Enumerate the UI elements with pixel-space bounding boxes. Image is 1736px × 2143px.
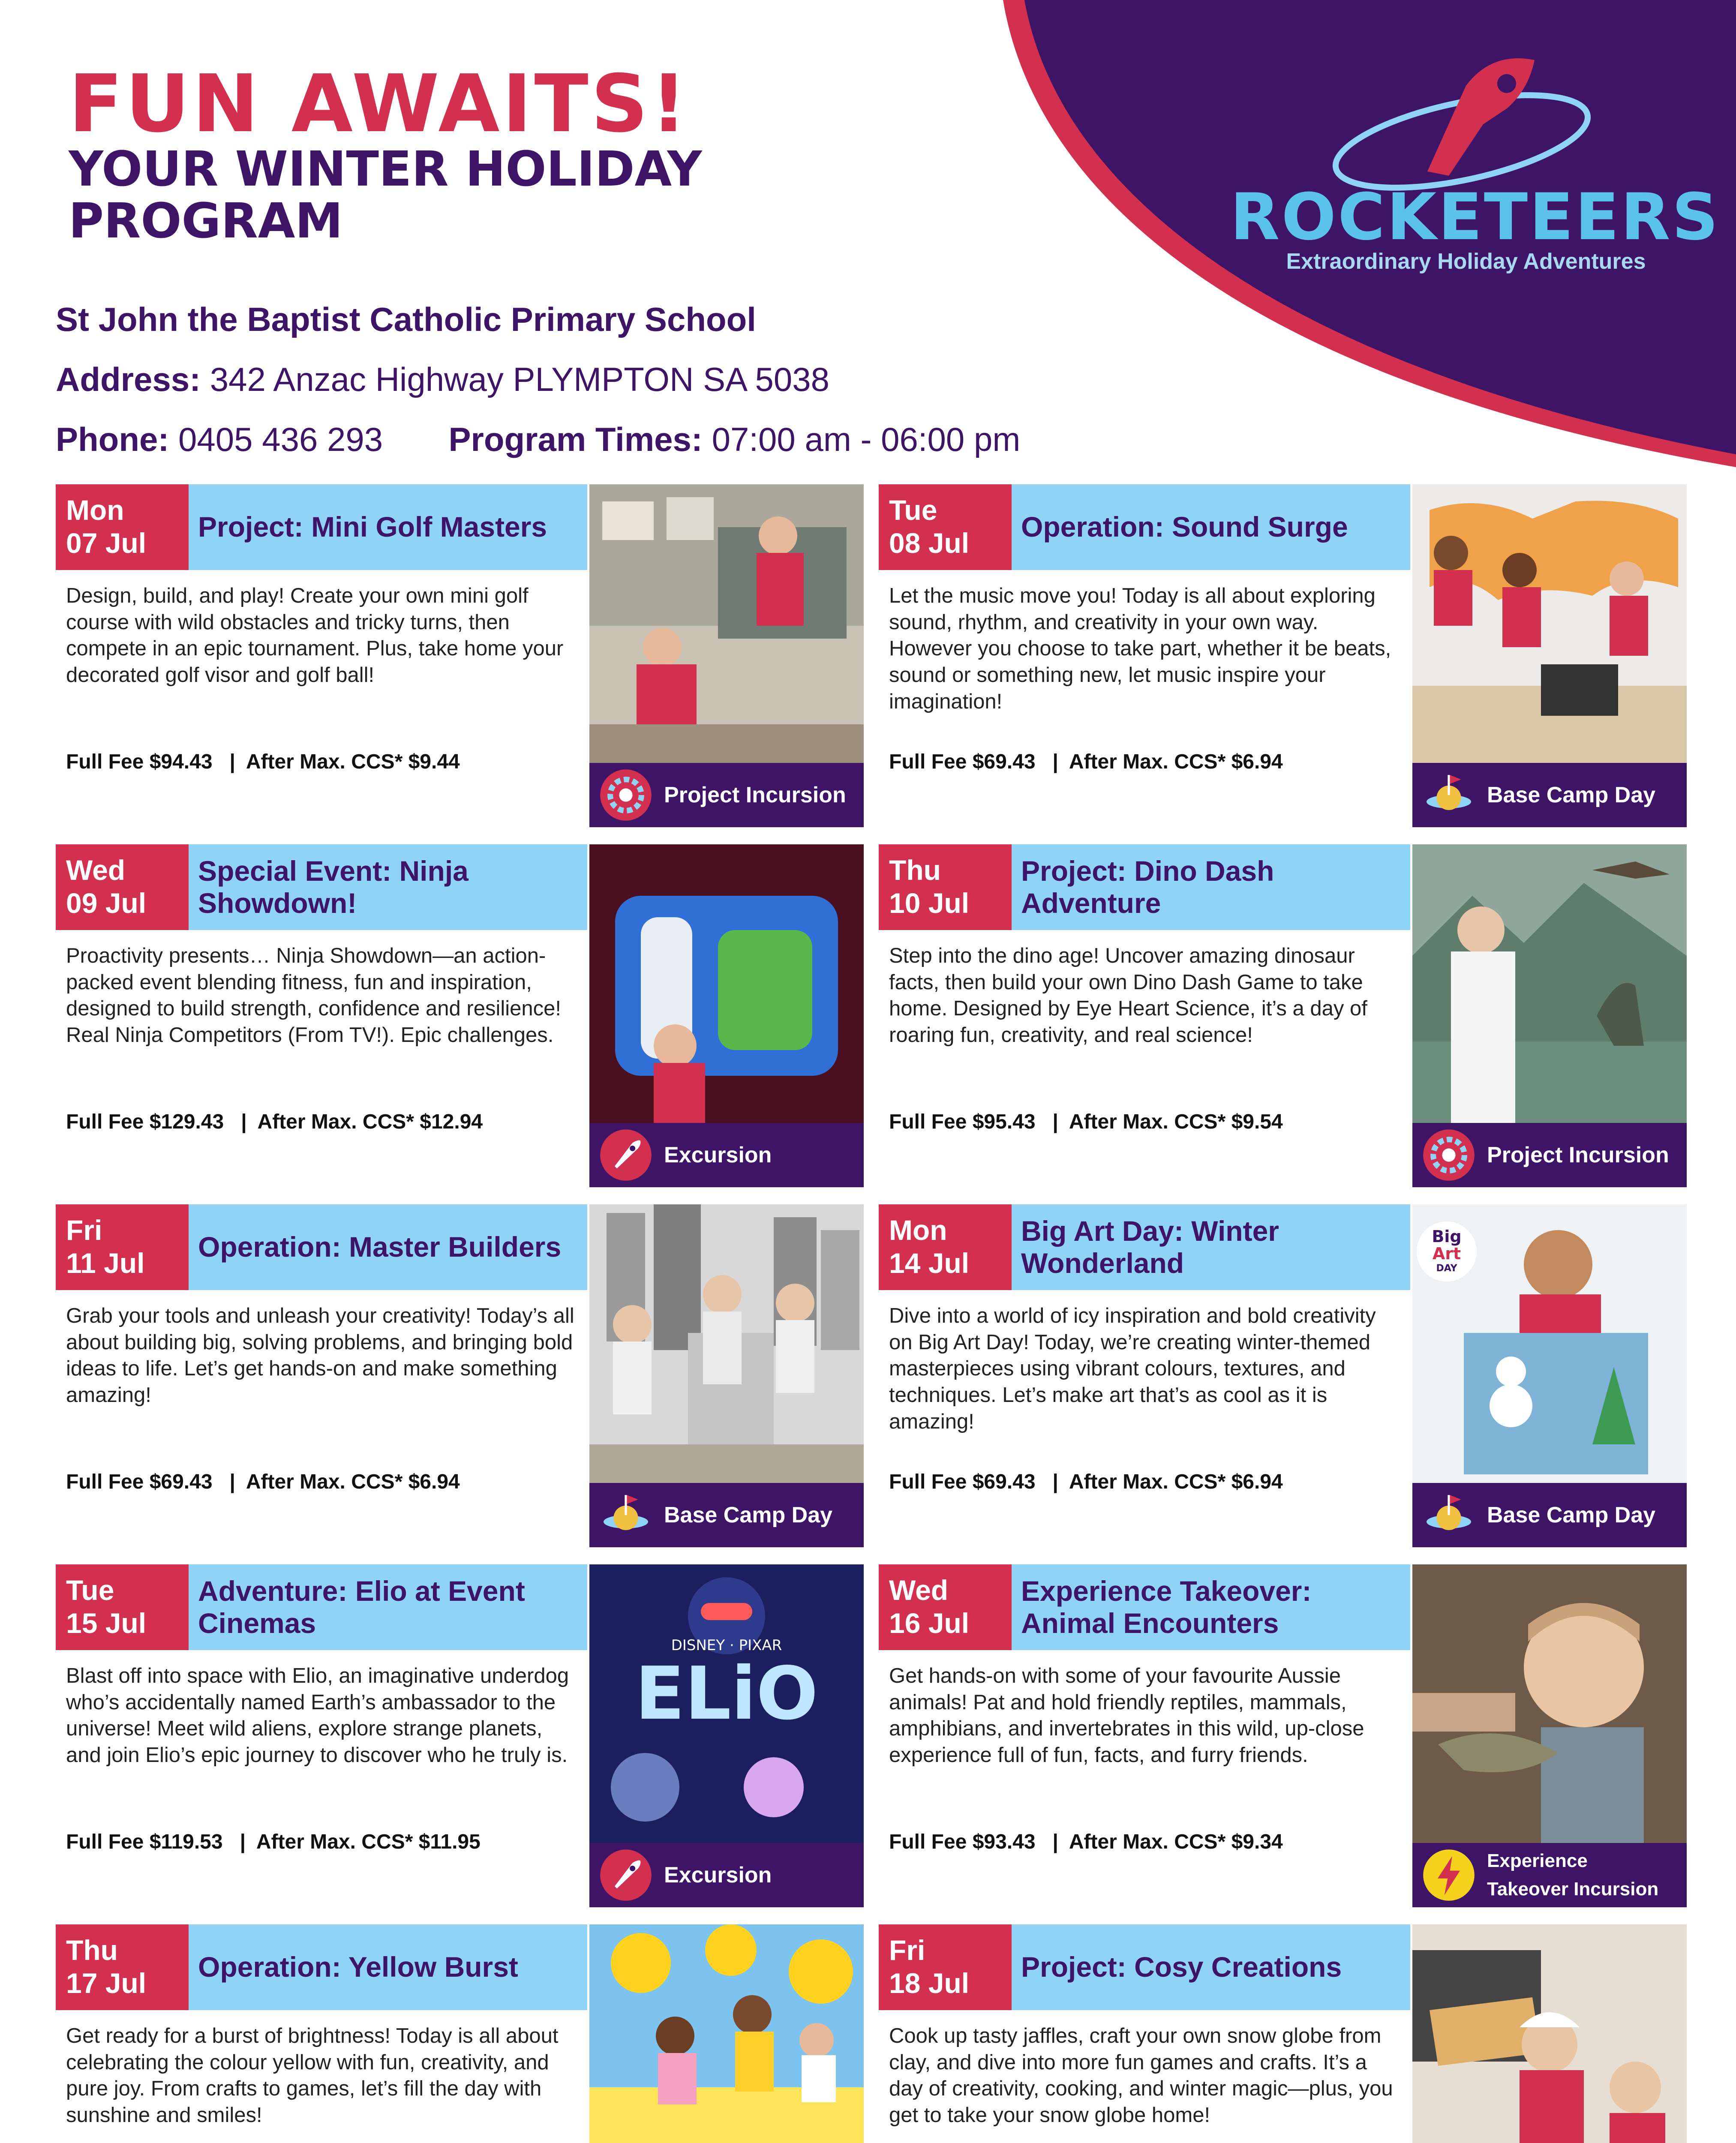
svg-text:Big: Big: [1432, 1227, 1462, 1246]
day-date-block: Tue 15 Jul: [56, 1564, 189, 1650]
times-value: 07:00 am - 06:00 pm: [712, 420, 1021, 458]
day-badge: Base Camp Day: [1412, 1483, 1687, 1547]
day-fee: Full Fee $95.43 | After Max. CCS* $9.54: [889, 1111, 1283, 1133]
day-title: Project: Mini Golf Masters: [189, 484, 587, 570]
day-card: [56, 1924, 849, 2143]
day-description: Get ready for a burst of brightness! Today is all about celebrating the colour yellow with fun, creativity, and pure joy. From crafts to games, let’s fill the day with sunshine and smiles!: [66, 2024, 559, 2127]
day-date-block: Fri 11 Jul: [56, 1204, 189, 1290]
day-fee: Full Fee $119.53 | After Max. CCS* $11.95: [66, 1831, 481, 1853]
day-date-block: Wed 16 Jul: [879, 1564, 1012, 1650]
day-title: Project: Cosy Creations: [1012, 1924, 1410, 2010]
day-date-block: Mon 07 Jul: [56, 484, 189, 570]
day-description: Dive into a world of icy inspiration and bold creativity on Big Art Day! Today, we’re creating winter-themed masterpieces using vibrant colours, textures, and techniques. Let’s make art that’s as cool as it is amazing!: [889, 1304, 1376, 1433]
activity-photo: [589, 1924, 864, 2143]
address-label: Address:: [56, 360, 201, 398]
day-card: [879, 1564, 1672, 1900]
day-fee: Full Fee $69.43 | After Max. CCS* $6.94: [66, 1471, 460, 1493]
address-line: [56, 360, 829, 399]
rocket-icon: [598, 1127, 654, 1183]
activity-photo: [1412, 1564, 1687, 1843]
big-art-day-logo: [1417, 1222, 1477, 1282]
day-title: Adventure: Elio at Event Cinemas: [189, 1564, 587, 1650]
day-badge: Project Incursion: [1412, 1123, 1687, 1187]
school-name: St John the Baptist Catholic Primary School: [56, 300, 756, 338]
day-title: Special Event: Ninja Showdown!: [189, 844, 587, 930]
day-card: [879, 1204, 1672, 1528]
planet-flag-icon: [1421, 1487, 1477, 1543]
day-description: Step into the dino age! Uncover amazing dinosaur facts, then build your own Dino Dash Game to take home. Designed by Eye Heart Science, it’s a day of roaring fun, creativity, and real science!: [889, 944, 1367, 1047]
address-value: 342 Anzac Highway PLYMPTON SA 5038: [210, 360, 830, 398]
activity-photo: [589, 484, 864, 763]
planet-flag-icon: [598, 1487, 654, 1543]
svg-text:DISNEY · PIXAR: DISNEY · PIXAR: [671, 1637, 782, 1654]
activity-photo: [589, 1204, 864, 1483]
day-fee: Full Fee $69.43 | After Max. CCS* $6.94: [889, 1471, 1283, 1493]
planet-flag-icon: [1421, 767, 1477, 823]
svg-text:Art: Art: [1432, 1244, 1461, 1263]
day-badge: Experience Takeover Incursion: [1412, 1843, 1687, 1907]
day-fee: Full Fee $94.43 | After Max. CCS* $9.44: [66, 750, 460, 773]
day-card: [56, 1204, 849, 1528]
lightning-icon: [1421, 1847, 1477, 1903]
day-description: Let the music move you! Today is all about exploring sound, rhythm, and creativity in your own way. However you choose to take part, whether it be beats, sound or something new, let music inspire your imagination!: [889, 584, 1391, 713]
day-description: Grab your tools and unleash your creativity! Today’s all about building big, solving problems, and bringing bold ideas to life. Let’s get hands-on and make something amazing!: [66, 1304, 574, 1407]
day-title: Operation: Sound Surge: [1012, 484, 1410, 570]
day-card: [879, 1924, 1672, 2143]
day-fee: Full Fee $93.43 | After Max. CCS* $9.34: [889, 1831, 1283, 1853]
day-title: Experience Takeover: Animal Encounters: [1012, 1564, 1410, 1650]
day-title: Big Art Day: Winter Wonderland: [1012, 1204, 1410, 1290]
day-card: [879, 484, 1672, 807]
activity-photo: [1412, 484, 1687, 763]
day-card: [56, 484, 849, 807]
headline: FUN AWAITS!: [69, 57, 690, 150]
day-title: Operation: Yellow Burst: [189, 1924, 587, 2010]
svg-text:DAY: DAY: [1436, 1263, 1457, 1274]
day-fee: Full Fee $129.43 | After Max. CCS* $12.94: [66, 1111, 483, 1133]
day-card: [879, 844, 1672, 1168]
day-date-block: Thu 10 Jul: [879, 844, 1012, 930]
subheadline: YOUR WINTER HOLIDAY PROGRAM: [69, 141, 702, 249]
day-badge: Excursion: [589, 1843, 864, 1907]
day-title: Operation: Master Builders: [189, 1204, 587, 1290]
day-date-block: Thu 17 Jul: [56, 1924, 189, 2010]
svg-text:ELiO: ELiO: [635, 1651, 818, 1736]
day-badge: Base Camp Day: [589, 1483, 864, 1547]
brand-name: ROCKETEERS: [1230, 180, 1720, 255]
day-badge: Base Camp Day: [1412, 763, 1687, 827]
day-description: Blast off into space with Elio, an imaginative underdog who’s accidentally named Earth’s ambassador to the universe! Meet wild aliens, explore strange planets, and join Elio’s epic journey to discover who he truly is.: [66, 1664, 569, 1767]
day-badge: Project Incursion: [589, 763, 864, 827]
day-description: Proactivity presents… Ninja Showdown—an action-packed event blending fitness, fun and inspiration, designed to build strength, confidence and resilience! Real Ninja Competitors (From TV!). Epic challenges.: [66, 944, 561, 1047]
phone-value: 0405 436 293: [178, 420, 383, 458]
activity-photo: [1412, 1924, 1687, 2143]
activity-photo: [589, 1564, 864, 1843]
times-label: Program Times:: [448, 420, 703, 458]
day-description: Cook up tasty jaffles, craft your own snow globe from clay, and dive into more fun games and crafts. It’s a day of creativity, cooking, and winter magic—plus, you get to take your snow globe home!: [889, 2024, 1393, 2127]
day-date-block: Tue 08 Jul: [879, 484, 1012, 570]
day-fee: Full Fee $69.43 | After Max. CCS* $6.94: [889, 750, 1283, 773]
day-date-block: Wed 09 Jul: [56, 844, 189, 930]
day-date-block: Fri 18 Jul: [879, 1924, 1012, 2010]
phone-times-line: [56, 420, 1020, 459]
brand-tagline: Extraordinary Holiday Adventures: [1286, 249, 1646, 274]
rocket-icon: [598, 1847, 654, 1903]
activity-photo: [1412, 1204, 1687, 1483]
day-description: Get hands-on with some of your favourite Aussie animals! Pat and hold friendly reptiles, mammals, amphibians, and invertebrates in this wild, up-close experience full of fun, facts, and furry friends.: [889, 1664, 1364, 1767]
activity-photo: [589, 844, 864, 1123]
day-card: [56, 1564, 849, 1888]
day-card: [56, 844, 849, 1168]
gear-icon: [1421, 1127, 1477, 1183]
day-title: Project: Dino Dash Adventure: [1012, 844, 1410, 930]
phone-label: Phone:: [56, 420, 169, 458]
activity-photo: [1412, 844, 1687, 1123]
day-badge: Excursion: [589, 1123, 864, 1187]
day-description: Design, build, and play! Create your own mini golf course with wild obstacles and tricky turns, then compete in an epic tournament. Plus, take home your decorated golf visor and golf ball!: [66, 584, 564, 687]
gear-icon: [598, 767, 654, 823]
day-date-block: Mon 14 Jul: [879, 1204, 1012, 1290]
